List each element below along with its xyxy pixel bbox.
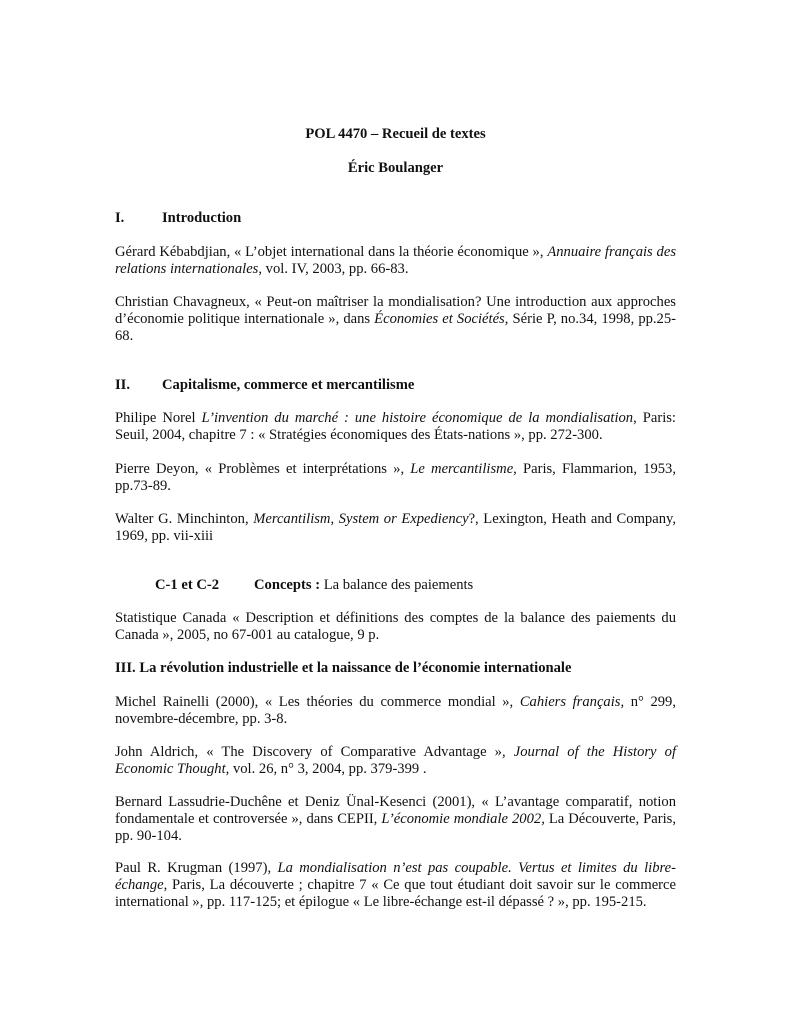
entry-text-details: , Paris, Flammarion, 1953, pp.73-89. (115, 461, 676, 494)
entry-text: Paul R. Krugman (1997), (115, 860, 278, 876)
entry-text-details: vol. 26, n° 3, 2004, pp. 379-399 . (229, 761, 427, 777)
concepts-topic: La balance des paiements (320, 577, 474, 593)
entry-text: Christian Chavagneux, « Peut-on maîtriser la mondialisation? Une introduction aux approches d’économie politique internationale », dans (115, 294, 676, 327)
entry-text: Walter G. Minchinton, (115, 511, 254, 527)
bibliography-entry (115, 610, 676, 644)
bibliography-entry (115, 860, 676, 911)
entry-source-title: Cahiers français (519, 694, 621, 710)
section-heading-1 (115, 210, 676, 227)
concepts-heading (155, 577, 676, 594)
document-title: POL 4470 – Recueil de textes (305, 126, 486, 142)
entry-text: Michel Rainelli (2000), « Les théories du commerce mondial », (115, 694, 520, 710)
bibliography-entry (115, 794, 676, 845)
entry-source-title: L’invention du marché : une histoire économique de la mondialisation (201, 410, 634, 426)
entry-text: Gérard Kébabdjian, « L’objet international dans la théorie économique », (115, 244, 548, 260)
bibliography-entry (115, 410, 676, 444)
section-heading-3: III. La révolution industrielle et la naissance de l’économie internationale (115, 660, 572, 676)
section-heading-2 (115, 377, 676, 394)
entry-text: Philipe Norel (115, 410, 202, 426)
concepts-label: Concepts : (254, 577, 321, 593)
entry-text: Statistique Canada « Description et définitions des comptes de la balance des paiements du Canada », 2005, no 67-001 au catalogue, 9 p. (115, 610, 676, 643)
entry-text-details: , Paris: Seuil, 2004, chapitre 7 : « Stratégies économiques des États-nations », pp. 272-300. (115, 410, 676, 443)
section-title: Capitalisme, commerce et mercantilisme (162, 377, 415, 393)
bibliography-entry (115, 461, 676, 495)
entry-text-details: ?, Lexington, Heath and Company, 1969, pp. vii-xiii (115, 511, 676, 544)
bibliography-entry (115, 294, 676, 345)
entry-source-title: Mercantilism, System or Expediency (253, 511, 469, 527)
entry-text-details: , Paris, La découverte ; chapitre 7 « Ce que tout étudiant doit savoir sur le commerce international », pp. 117-125; et épilogue « Le libre-échange est-il dépassé ? », pp. 195-215. (115, 877, 676, 910)
bibliography-entry (115, 744, 676, 778)
document-author: Éric Boulanger (347, 160, 444, 176)
entry-source-title: L’économie mondiale 2002, (381, 811, 545, 827)
entry-source-title: Annuaire français des relations internationales (115, 244, 677, 277)
bibliography-entry (115, 244, 676, 278)
entry-text: Pierre Deyon, « Problèmes et interprétations », (115, 461, 411, 477)
entry-source-title: La mondialisation n’est pas coupable. Vertus et limites du libre-échange (115, 860, 676, 893)
entry-source-title: Journal of the History of Economic Thought, (115, 744, 676, 777)
entry-text-details: La Découverte, Paris, pp. 90-104. (115, 811, 676, 844)
bibliography-entry (115, 694, 676, 728)
entry-source-title: Le mercantilisme (410, 461, 514, 477)
concepts-code: C-1 et C-2 (155, 577, 220, 593)
section-number: I. (115, 210, 125, 226)
entry-text: Bernard Lassudrie-Duchêne et Deniz Ünal-Kesenci (2001), « L’avantage comparatif, notion fondamentale et controversée », dans CEPII, (115, 794, 676, 827)
entry-text-details: , n° 299, novembre-décembre, pp. 3-8. (115, 694, 676, 727)
entry-text: John Aldrich, « The Discovery of Comparative Advantage », (115, 744, 514, 760)
entry-text-details: , Série P, no.34, 1998, pp.25-68. (115, 311, 677, 344)
entry-text-details: , vol. IV, 2003, pp. 66-83. (258, 261, 409, 277)
section-number: II. (115, 377, 131, 393)
entry-source-title: Économies et Sociétés (374, 311, 505, 327)
section-title: Introduction (162, 210, 242, 226)
bibliography-entry (115, 511, 676, 545)
